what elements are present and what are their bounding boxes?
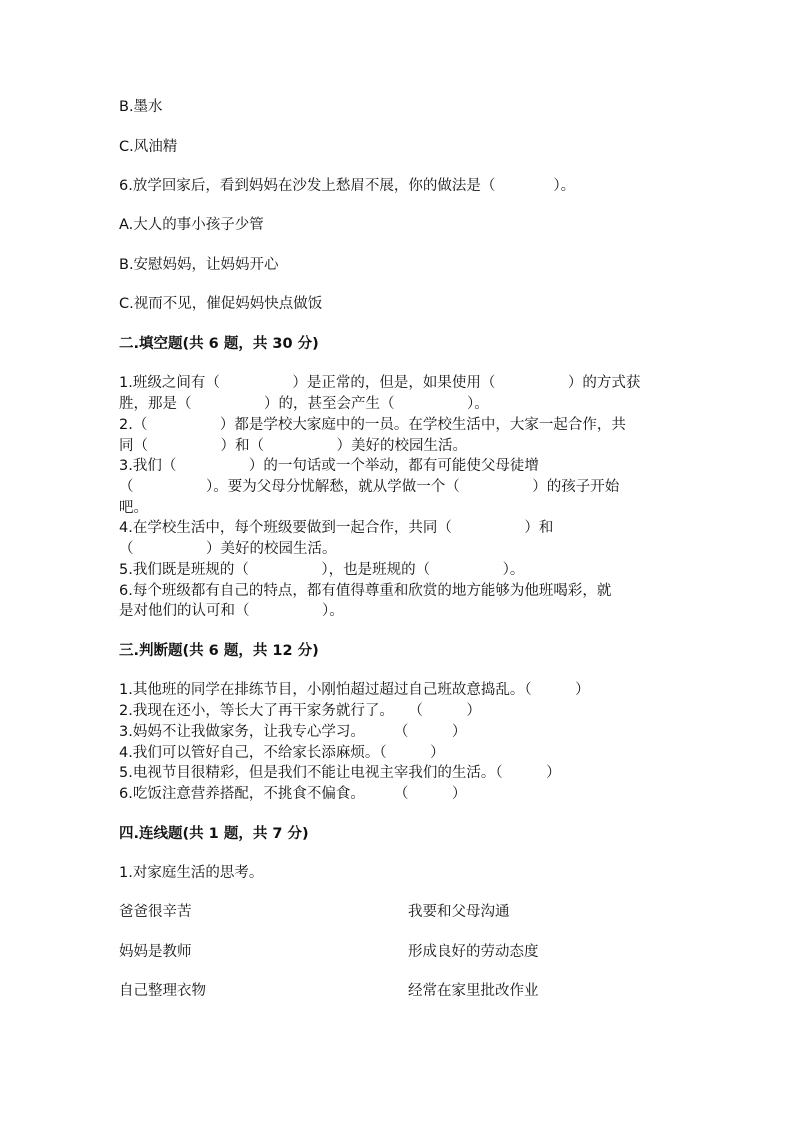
fill-blank-line: 吧。 — [119, 500, 148, 516]
fill-blank-line: （ ）美好的校园生活。 — [119, 541, 337, 557]
matching-left-item: 妈妈是教师 — [119, 944, 192, 960]
fill-blank-line: 1.班级之间有（ ）是正常的，但是，如果使用（ ）的方式获 — [119, 375, 641, 391]
fill-blank-line: 是对他们的认可和（ ）。 — [119, 603, 344, 619]
fill-blank-line: （ ）。要为父母分忧解愁，就从学做一个（ ）的孩子开始 — [119, 479, 620, 495]
matching-right-item: 形成良好的劳动态度 — [408, 944, 539, 960]
judge-line: 3.妈妈不让我做家务，让我专心学习。 （ ） — [119, 724, 467, 740]
judge-line: 2.我现在还小，等长大了再干家务就行了。 （ ） — [119, 703, 481, 719]
matching-right-item: 我要和父母沟通 — [408, 904, 510, 920]
fill-blank-line: 4.在学校生活中，每个班级要做到一起合作，共同（ ）和 — [119, 520, 554, 536]
matching-left-item: 自己整理衣物 — [119, 983, 206, 999]
judge-line: 1.其他班的同学在排练节目，小刚怕超过超过自己班故意捣乱。（ ） — [119, 682, 590, 698]
section-4-heading: 四.连线题(共 1 题，共 7 分) — [119, 826, 309, 842]
question-6-option-c: C.视而不见，催促妈妈快点做饭 — [119, 296, 323, 312]
matching-left-item: 爸爸很辛苦 — [119, 904, 192, 920]
fill-blank-line: 胜，那是（ ）的，甚至会产生（ ）。 — [119, 396, 489, 412]
fill-blank-line: 3.我们（ ）的一句话或一个举动，都有可能使父母徒增 — [119, 458, 539, 474]
fill-blank-line: 同（ ）和（ ）美好的校园生活。 — [119, 438, 467, 454]
section-2-heading: 二.填空题(共 6 题，共 30 分) — [119, 336, 319, 352]
section-3-heading: 三.判断题(共 6 题，共 12 分) — [119, 643, 319, 659]
question-6-option-b: B.安慰妈妈，让妈妈开心 — [119, 257, 279, 273]
question-6-stem: 6.放学回家后，看到妈妈在沙发上愁眉不展，你的做法是（ ）。 — [119, 178, 576, 194]
fill-blank-line: 5.我们既是班规的（ ），也是班规的（ ）。 — [119, 562, 525, 578]
fill-blank-line: 6.每个班级都有自己的特点，都有值得尊重和欣赏的地方能够为他班喝彩，就 — [119, 583, 612, 599]
matching-right-item: 经常在家里批改作业 — [408, 983, 539, 999]
matching-question: 1.对家庭生活的思考。 — [119, 865, 264, 881]
option-b-ink: B.墨水 — [119, 99, 163, 115]
judge-line: 6.吃饭注意营养搭配，不挑食不偏食。 （ ） — [119, 786, 467, 802]
option-c-ointment: C.风油精 — [119, 139, 178, 155]
judge-line: 5.电视节目很精彩，但是我们不能让电视主宰我们的生活。（ ） — [119, 765, 561, 781]
fill-blank-line: 2.（ ）都是学校大家庭中的一员。在学校生活中，大家一起合作，共 — [119, 417, 626, 433]
judge-line: 4.我们可以管好自己，不给家长添麻烦。（ ） — [119, 745, 445, 761]
question-6-option-a: A.大人的事小孩子少管 — [119, 217, 264, 233]
